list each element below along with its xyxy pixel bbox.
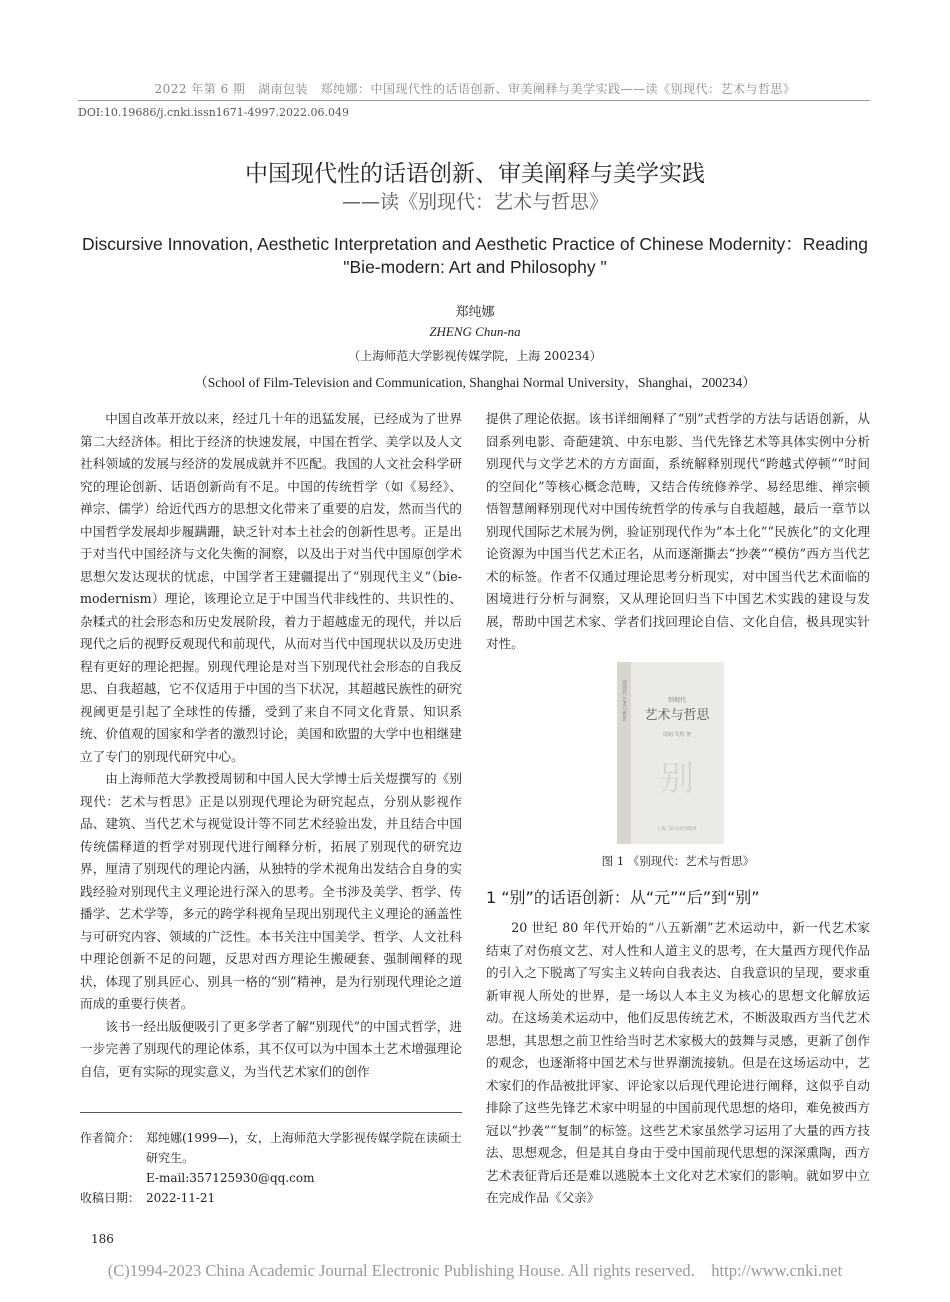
article-title-cn: 中国现代性的话语创新、审美阐释与美学实践 — [245, 161, 705, 187]
body-paragraph: 由上海师范大学教授周韧和中国人民大学博士后关煜撰写的《别现代：艺术与哲思》正是以别现代理论为研究起点，分别从影视作品、建筑、当代艺术与视觉设计等不同艺术经验出发，并且结合中国传统儒释道的哲学对别现代进行阐释分析，拓展了别现代的研究边界，厘清了别现代的理论内涵，从独特的学术视角出发结合自身的实践经验对别现代主义理论进行深入的思考。全书涉及美学、哲学、传播学、艺术学等，多元的跨学科视角呈现出别现代主义理论的涵盖性与可研究内容、领域的广泛性。本书关注中国美学、哲学、人文社科中理论创新不足的问题，反思对西方理论生搬硬套、强制阐释的现状，体现了别具匠心、别具一格的“别”精神，是为行别现代理论之道而成的重要行侠者。 — [80, 771, 462, 1011]
body-paragraph: 提供了理论依据。该书详细阐释了“别”式哲学的方法与话语创新，从囧系列电影、奇葩建筑、中东电影、当代先锋艺术等具体实例中分析别现代与文学艺术的方方面面，系统解释别现代“跨越式停顿”“时间的空间化”等核心概念范畴，又结合传统修养学、易经思维、禅宗顿悟智慧阐释别现代对中国传统哲学的传承与自我超越，最后一章节以别现代国际艺术展为例，验证别现代作为“本土化”“民族化”的文化理论资源为中国当代艺术正名，从而逐渐撕去“抄袭”“模仿”西方当代艺术的标签。作者不仅通过理论思考分析现实，对中国当代艺术面临的困境进行分析与洞察，又从理论回归当下中国艺术实践的建设与发展，帮助中国艺术家、学者们找回理论自信、文化自信，极具现实针对性。 — [486, 411, 870, 651]
article-title-en: Discursive Innovation, Aesthetic Interpretation and Aesthetic Practice of Chinese Modernity：Reading "Bie-modern: Art and Philosophy " — [82, 234, 868, 277]
book-authors: 周韧 关煜 著 — [662, 732, 692, 738]
right-column-bottom — [486, 917, 870, 1210]
footnote-rule — [80, 1112, 462, 1113]
affiliation-en: （School of Film-Television and Communication, Shanghai Normal University，Shanghai，200234） — [194, 375, 756, 390]
footnote — [80, 1128, 462, 1208]
date-value: 2022-11-21 — [146, 1191, 216, 1205]
book-small-title: 别现代 — [667, 697, 687, 704]
header-rule — [78, 100, 870, 101]
article-subtitle-cn: ——读《别现代：艺术与哲思》 — [341, 191, 608, 213]
book-big-char: 别 — [660, 759, 694, 799]
right-column-top — [486, 408, 870, 656]
book-publisher: 上海三联书店出版社 — [656, 827, 698, 832]
author-name-en: ZHENG Chun-na — [429, 324, 521, 339]
page-number: 186 — [91, 1232, 114, 1246]
copyright-footer: (C)1994-2023 China Academic Journal Electronic Publishing House. All rights reserved. http://www.cnki.net — [107, 1261, 843, 1280]
figure-caption: 图 1 《别现代：艺术与哲思》 — [601, 854, 755, 868]
section-heading: 1 “别”的话语创新：从“元”“后”到“别” — [486, 888, 760, 907]
book-cover-figure — [617, 662, 724, 844]
running-head: 2022 年第 6 期 湖南包装 郑纯娜：中国现代性的话语创新、审美阐释与美学实践——读《别现代：艺术与哲思》 — [154, 82, 796, 96]
left-column — [80, 408, 462, 1083]
body-paragraph: 20 世纪 80 年代开始的“八五新潮”艺术运动中，新一代艺术家结束了对伤痕文艺、对人性和人道主义的思考，在大量西方现代作品的引入之下脱离了写实主义转向自我表达、自我意识的呈现，要求重新审视人所处的世界，是一场以人本主义为核心的思想文化解放运动。在这场美术运动中，他们反思传统艺术，不断汲取西方当代艺术思想，其思想之前卫性给当时艺术家极大的鼓舞与灵感，更新了创作的观念，也逐渐将中国艺术与世界潮流接轨。但是在这场运动中，艺术家们的作品被批评家、评论家以后现代理论进行阐释，这似乎自动排除了这些先锋艺术家中明显的中国前现代思想的烙印，难免被西方冠以“抄袭”“复制”的标签。这些艺术家虽然学习运用了大量的西方技法、思想观念，但是其自身由于受中国前现代思想的深深熏陶，西方艺术表征背后还是难以逃脱本土文化对艺术家们的影响。就如罗中立在完成作品《父亲》 — [486, 920, 870, 1205]
email: E-mail:357125930@qq.com — [146, 1171, 315, 1185]
book-cover — [617, 662, 724, 844]
bio-label: 作者简介： — [80, 1131, 141, 1145]
date-label: 收稿日期： — [80, 1191, 141, 1205]
book-spine-text: 别现代 艺术与哲思 — [621, 680, 627, 722]
author-name-cn: 郑纯娜 — [455, 305, 495, 320]
body-paragraph: 中国自改革开放以来，经过几十年的迅猛发展，已经成为了世界第二大经济体。相比于经济的快速发展，中国在哲学、美学以及人文社科领域的发展与经济的发展成就并不匹配。我国的人文社会科学研究的理论创新、话语创新尚有不足。中国的传统哲学（如《易经》、禅宗、儒学）给近代西方的思想文化带来了重要的启发，然而当代的中国哲学发展却步履蹒跚，缺乏针对本土社会的创新性思考。正是出于对当代中国经济与文化失衡的洞察，以及出于对当代中国原创学术思想欠发达现状的忧虑，中国学者王建疆提出了“别现代主义”（bie-modernism）理论，该理论立足于中国当代非线性的、共识性的、杂糅式的社会形态和历史发展阶段，着力于超越虚无的现代，并以后现代之后的视野反观现代和前现代，从而对当代中国现状以及历史进程有更好的理论把握。别现代理论是对当下别现代社会形态的自我反思、自我超越，它不仅适用于中国的当下状况，其超越民族性的研究视阈更是引起了全球性的传播，受到了来自不同文化背景、知识系统、价值观的国家和学者的激烈讨论，美国和欧盟的大学中也相继建立了专门的别现代研究中心。 — [80, 411, 462, 764]
body-paragraph: 该书一经出版便吸引了更多学者了解“别现代”的中国式哲学，进一步完善了别现代的理论体系，其不仅可以为中国本土艺术增强理论自信，更有实际的现实意义，为当代艺术家们的创作 — [80, 1018, 462, 1079]
doi: DOI:10.19686/j.cnki.issn1671-4997.2022.06.049 — [78, 106, 349, 119]
book-title: 艺术与哲思 — [644, 708, 710, 723]
affiliation-cn: （上海师范大学影视传媒学院，上海 200234） — [348, 349, 602, 363]
bio-text: 郑纯娜(1999—)，女，上海师范大学影视传媒学院在读硕士研究生。 — [146, 1131, 462, 1165]
